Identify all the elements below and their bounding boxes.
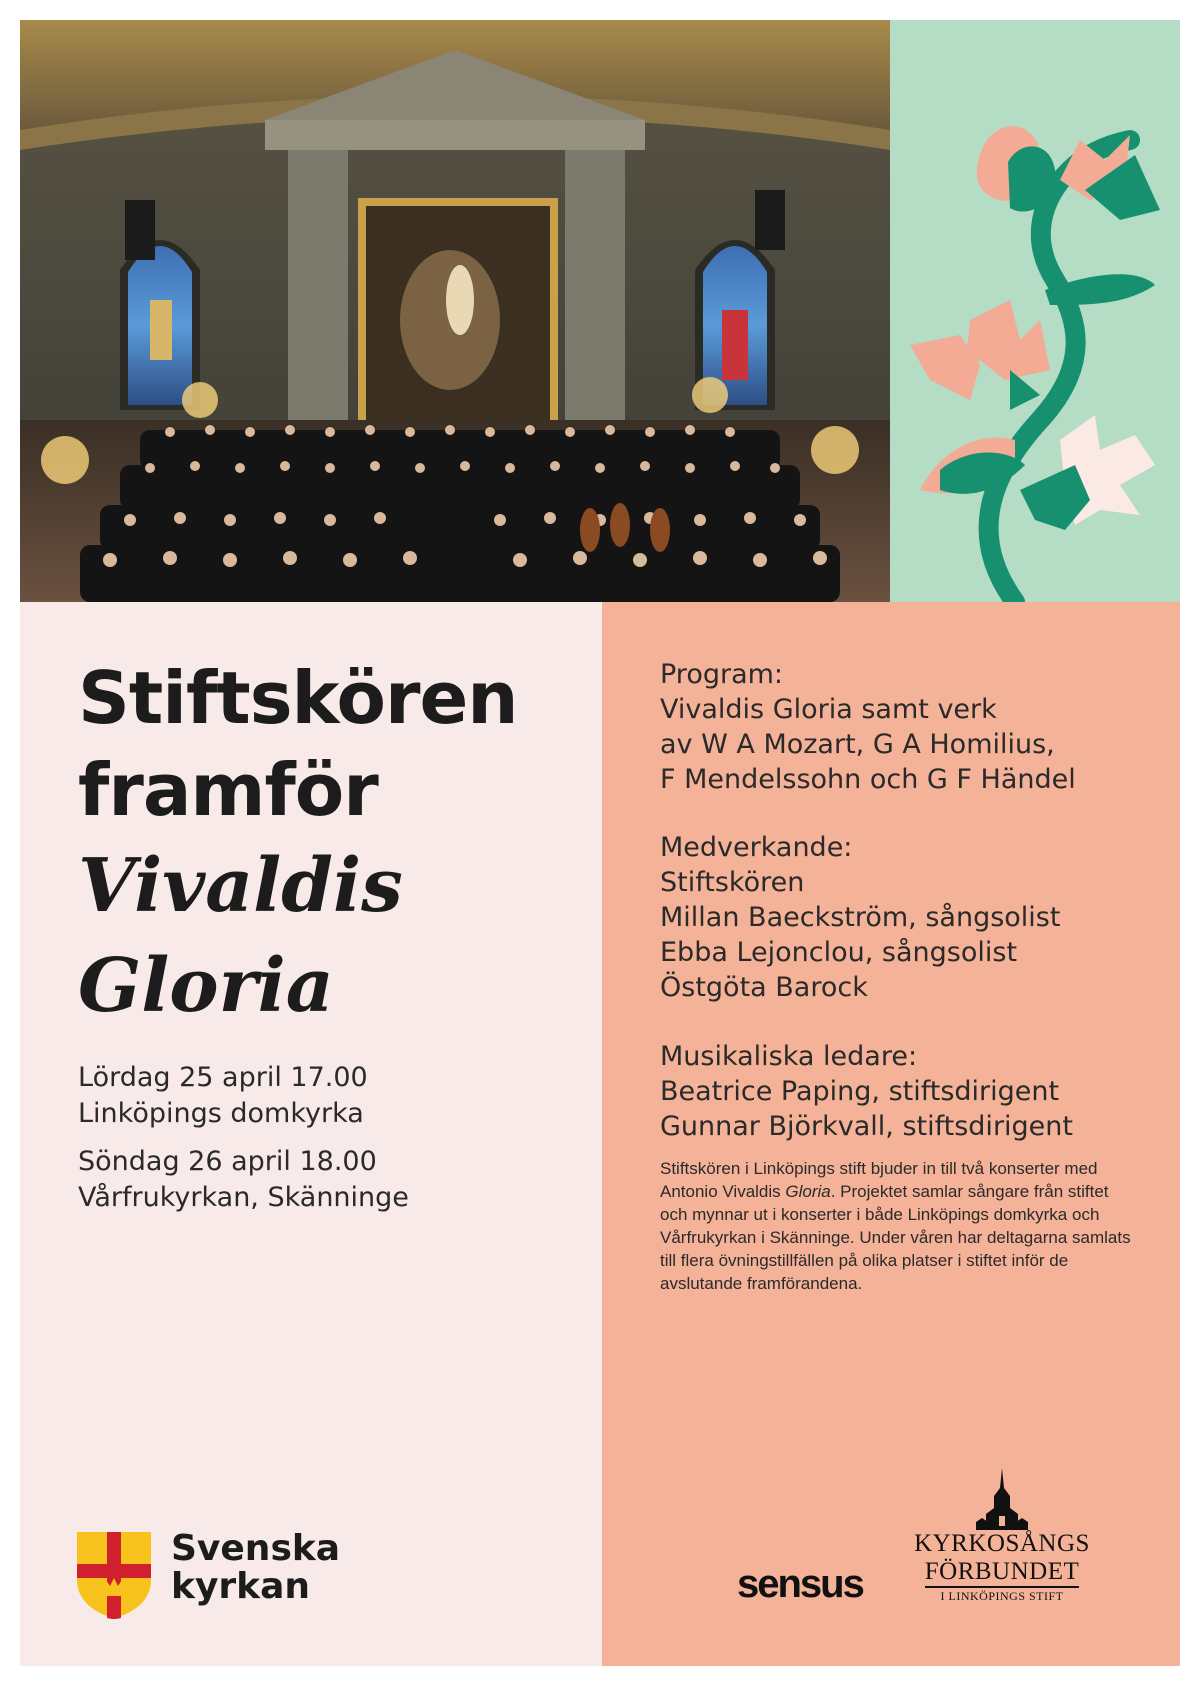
title-line-1: Stiftskören — [78, 656, 518, 740]
kyrkosangsforbundet-logo — [902, 1468, 1102, 1618]
leaders-section — [660, 1039, 1160, 1144]
performers-heading: Medverkande: — [660, 832, 853, 863]
description-text-1: Stiftskören i Linköpings stift bjuder in till två konserter med Antonio Vivaldis — [660, 1159, 1098, 1201]
performer-item: Stiftskören — [660, 867, 805, 898]
performer-item: Östgöta Barock — [660, 972, 868, 1003]
leaders-heading: Musikaliska ledare: — [660, 1041, 918, 1072]
event-1-date: Lördag 25 april 17.00 — [78, 1062, 368, 1093]
title-line-3: Vivaldis — [78, 843, 403, 929]
svenska-kyrkan-line-2: kyrkan — [171, 1566, 311, 1607]
event-2 — [78, 1144, 558, 1216]
program-line: Vivaldis Gloria samt verk — [660, 694, 997, 725]
event-2-place: Vårfrukyrkan, Skänninge — [78, 1182, 409, 1213]
event-1 — [78, 1060, 558, 1132]
description-paragraph — [660, 1157, 1140, 1295]
leader-item: Beatrice Paping, stiftsdirigent — [660, 1076, 1060, 1107]
sensus-logo: sensus — [737, 1562, 863, 1606]
performers-section — [660, 830, 1160, 1005]
flower-panel — [890, 20, 1180, 602]
event-info-panel — [20, 602, 602, 1666]
event-1-place: Linköpings domkyrka — [78, 1098, 364, 1129]
performer-item: Ebba Lejonclou, sångsolist — [660, 937, 1018, 968]
poster-title — [78, 652, 578, 1036]
program-line: av W A Mozart, G A Homilius, — [660, 729, 1055, 760]
leader-item: Gunnar Björkvall, stiftsdirigent — [660, 1111, 1073, 1142]
description-italic: Gloria — [785, 1182, 831, 1201]
poster — [20, 20, 1180, 1666]
description-text-2: . Projektet samlar sångare från stiftet och mynnar ut i konserter i både Linköpings domkyrka och Vårfrukyrkan i Skänninge. Under våren har deltagarna samlats till flera övningstillfällen på olika platser i stiftet inför de avslutande framförandena. — [660, 1182, 1131, 1293]
cathedral-choir-illustration — [20, 20, 890, 602]
svenska-kyrkan-line-1: Svenska — [171, 1528, 341, 1569]
concert-photo — [20, 20, 890, 602]
flower-illustration — [890, 20, 1180, 602]
svenska-kyrkan-wordmark — [171, 1530, 340, 1606]
cathedral-spire-icon — [972, 1468, 1032, 1530]
svenska-kyrkan-logo — [75, 1530, 355, 1620]
program-line: F Mendelssohn och G F Händel — [660, 764, 1076, 795]
church-shield-icon — [75, 1530, 153, 1620]
program-heading: Program: — [660, 659, 784, 690]
program-section — [660, 657, 1160, 797]
event-2-date: Söndag 26 april 18.00 — [78, 1146, 377, 1177]
title-line-2: framför — [78, 748, 378, 832]
ksf-line-2: FÖRBUNDET — [925, 1558, 1080, 1588]
ksf-line-1: KYRKOSÅNGS — [914, 1530, 1090, 1557]
ksf-line-3: I LINKÖPINGS STIFT — [940, 1589, 1064, 1603]
title-line-4: Gloria — [78, 943, 334, 1029]
program-panel — [602, 602, 1180, 1666]
performer-item: Millan Baeckström, sångsolist — [660, 902, 1061, 933]
